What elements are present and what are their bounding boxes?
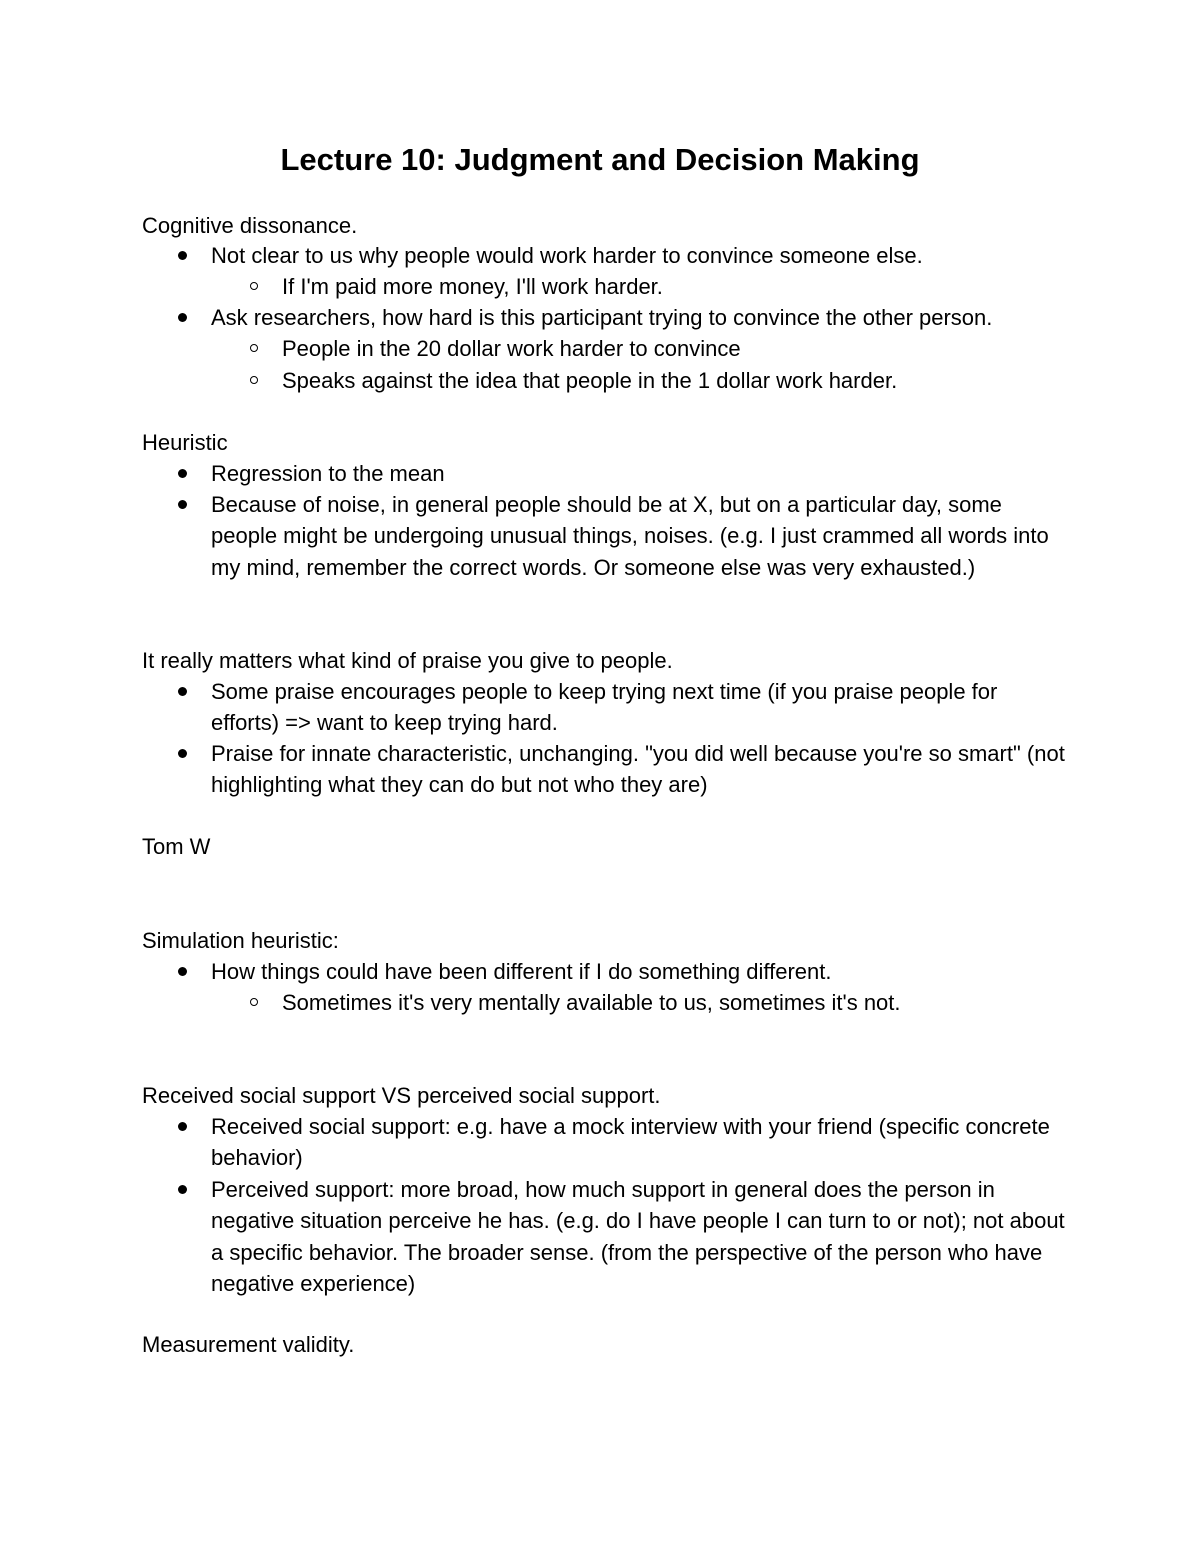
hollow-bullet-icon [250,344,258,352]
section-heading-praise: It really matters what kind of praise you give to people. [142,648,673,673]
section-heading-tom-w: Tom W [142,834,211,859]
bullet-dot-icon [178,749,187,758]
section-heading-measurement-validity: Measurement validity. [142,1332,355,1357]
sub-bullet-item: People in the 20 dollar work harder to convince [282,333,1082,364]
bullet-item: Regression to the mean [211,458,1071,489]
bullet-item: Praise for innate characteristic, unchanging. "you did well because you're so smart" (not highlighting what they can do but not who they are) [211,738,1071,801]
hollow-bullet-icon [250,376,258,384]
bullet-dot-icon [178,1185,187,1194]
section-heading-social-support: Received social support VS perceived social support. [142,1083,661,1108]
sub-bullet-item: Sometimes it's very mentally available to us, sometimes it's not. [282,987,1082,1018]
bullet-item: Because of noise, in general people should be at X, but on a particular day, some people might be undergoing unusual things, noises. (e.g. I just crammed all words into my mind, remember the correct words. Or someone else was very exhausted.) [211,489,1071,583]
section-heading-heuristic: Heuristic [142,430,228,455]
bullet-dot-icon [178,500,187,509]
bullet-item: Perceived support: more broad, how much support in general does the person in negative situation perceive he has. (e.g. do I have people I can turn to or not); not about a specific behavior. The broader sense. (from the perspective of the person who have negative experience) [211,1174,1071,1299]
sub-bullet-item: Speaks against the idea that people in the 1 dollar work harder. [282,365,1082,396]
bullet-item: Not clear to us why people would work harder to convince someone else. [211,240,1071,271]
section-heading-cognitive-dissonance: Cognitive dissonance. [142,213,358,238]
bullet-item: Some praise encourages people to keep trying next time (if you praise people for efforts) => want to keep trying hard. [211,676,1071,739]
page-title: Lecture 10: Judgment and Decision Making [280,142,920,177]
bullet-dot-icon [178,313,187,322]
bullet-dot-icon [178,1122,187,1131]
bullet-item: How things could have been different if I do something different. [211,956,1071,987]
hollow-bullet-icon [250,998,258,1006]
bullet-item: Ask researchers, how hard is this participant trying to convince the other person. [211,302,1071,333]
bullet-dot-icon [178,687,187,696]
section-heading-simulation-heuristic: Simulation heuristic: [142,928,339,953]
sub-bullet-item: If I'm paid more money, I'll work harder. [282,271,1082,302]
bullet-item: Received social support: e.g. have a mock interview with your friend (specific concrete behavior) [211,1111,1071,1174]
bullet-dot-icon [178,469,187,478]
bullet-dot-icon [178,967,187,976]
bullet-dot-icon [178,251,187,260]
hollow-bullet-icon [250,282,258,290]
